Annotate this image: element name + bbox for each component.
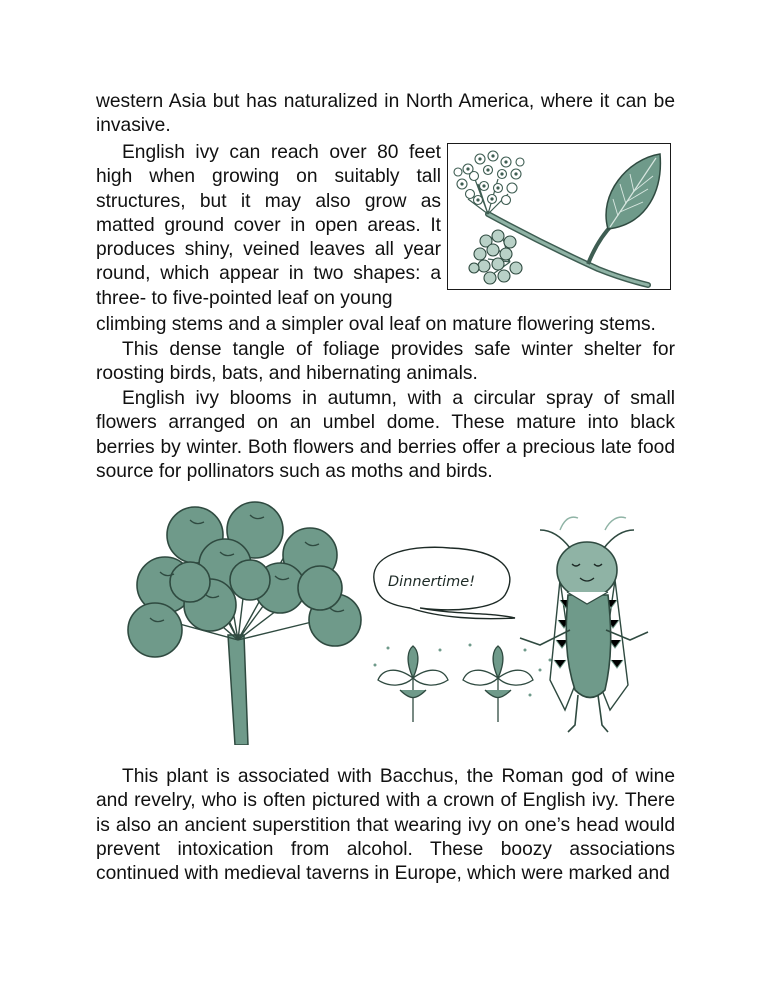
paragraph-ivy-height-continued: climbing stems and a simpler oval leaf on mature flowering stems. xyxy=(96,314,656,335)
speech-bubble-text: Dinnertime! xyxy=(388,574,476,590)
paragraph-blooms: English ivy blooms in autumn, with a circular spray of small flowers arranged on an umbel dome. These mature into black berries by winter. Both flowers and berries offer a precious late food source for pollinators such as moths and birds. xyxy=(96,388,675,482)
ivy-branch-illustration xyxy=(447,143,671,290)
berries-and-moth-illustration xyxy=(120,500,660,745)
paragraph-bacchus: This plant is associated with Bacchus, the Roman god of wine and revelry, who is often pictured with a crown of English ivy. There is also an ancient superstition that wearing ivy on one’s head would prevent intoxication from alcohol. These boozy associations continued with medieval taverns in Europe, which were marked and xyxy=(96,766,675,885)
paragraph-shelter: This dense tangle of foliage provides safe winter shelter for roosting birds, bats, and hibernating animals. xyxy=(96,339,675,385)
paragraph-ivy-height: English ivy can reach over 80 feet high when growing on suitably tall structures, but it may also grow as matted ground cover in open areas. It produces shiny, veined leaves all year round, which appear in two shapes: a three- to five-pointed leaf on young xyxy=(96,142,441,309)
paragraph-origin: western Asia but has naturalized in North America, where it can be invasive. xyxy=(96,91,675,137)
